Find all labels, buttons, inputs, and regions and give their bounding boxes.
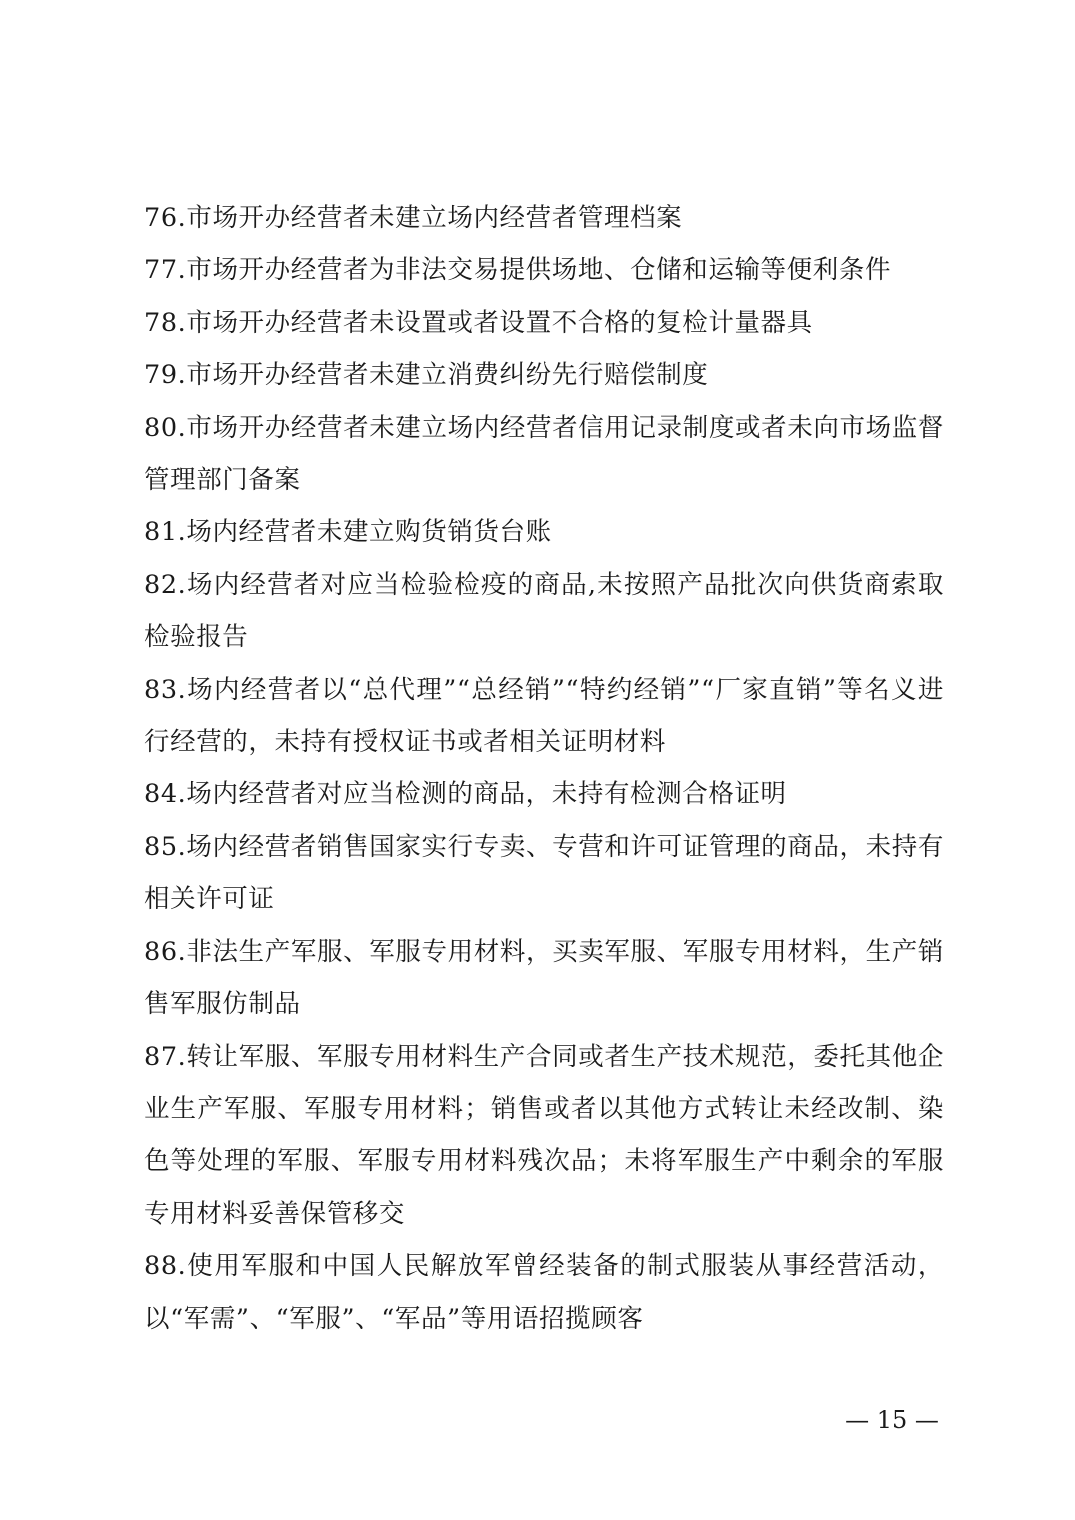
list-item: 83.场内经营者以“总代理”“总经销”“特约经销”“厂家直销”等名义进行经营的，未持有授权证书或者相关证明材料: [144, 674, 944, 758]
list-item: 78.市场开办经营者未设置或者设置不合格的复检计量器具: [144, 307, 813, 338]
list-item: 82.场内经营者对应当检验检疫的商品,未按照产品批次向供货商索取检验报告: [144, 569, 944, 653]
list-item: 80.市场开办经营者未建立场内经营者信用记录制度或者未向市场监督管理部门备案: [144, 412, 944, 496]
list-item: 76.市场开办经营者未建立场内经营者管理档案: [144, 203, 683, 233]
list-item: 85.场内经营者销售国家实行专卖、专营和许可证管理的商品，未持有相关许可证: [144, 831, 944, 915]
page-number: — 15 —: [845, 1406, 939, 1434]
list-item: 87.转让军服、军服专用材料生产合同或者生产技术规范，委托其他企业生产军服、军服专用材料；销售或者以其他方式转让未经改制、染色等处理的军服、军服专用材料残次品；未将军服生产中剩余的军服专用材料妥善保管移交: [144, 1041, 944, 1229]
list-item: 79.市场开办经营者未建立消费纠纷先行赔偿制度: [144, 360, 709, 391]
list-item: 84.场内经营者对应当检测的商品，未持有检测合格证明: [144, 779, 787, 810]
list-item: 88.使用军服和中国人民解放军曾经装备的制式服装从事经营活动，以“军需”、“军服”、“军品”等用语招揽顾客: [144, 1251, 944, 1334]
violation-item-list: [144, 192, 944, 1345]
list-item: 77.市场开办经营者为非法交易提供场地、仓储和运输等便利条件: [144, 255, 892, 286]
list-item: 81.场内经营者未建立购货销货台账: [144, 517, 552, 548]
list-item: 86.非法生产军服、军服专用材料，买卖军服、军服专用材料，生产销售军服仿制品: [144, 936, 944, 1020]
